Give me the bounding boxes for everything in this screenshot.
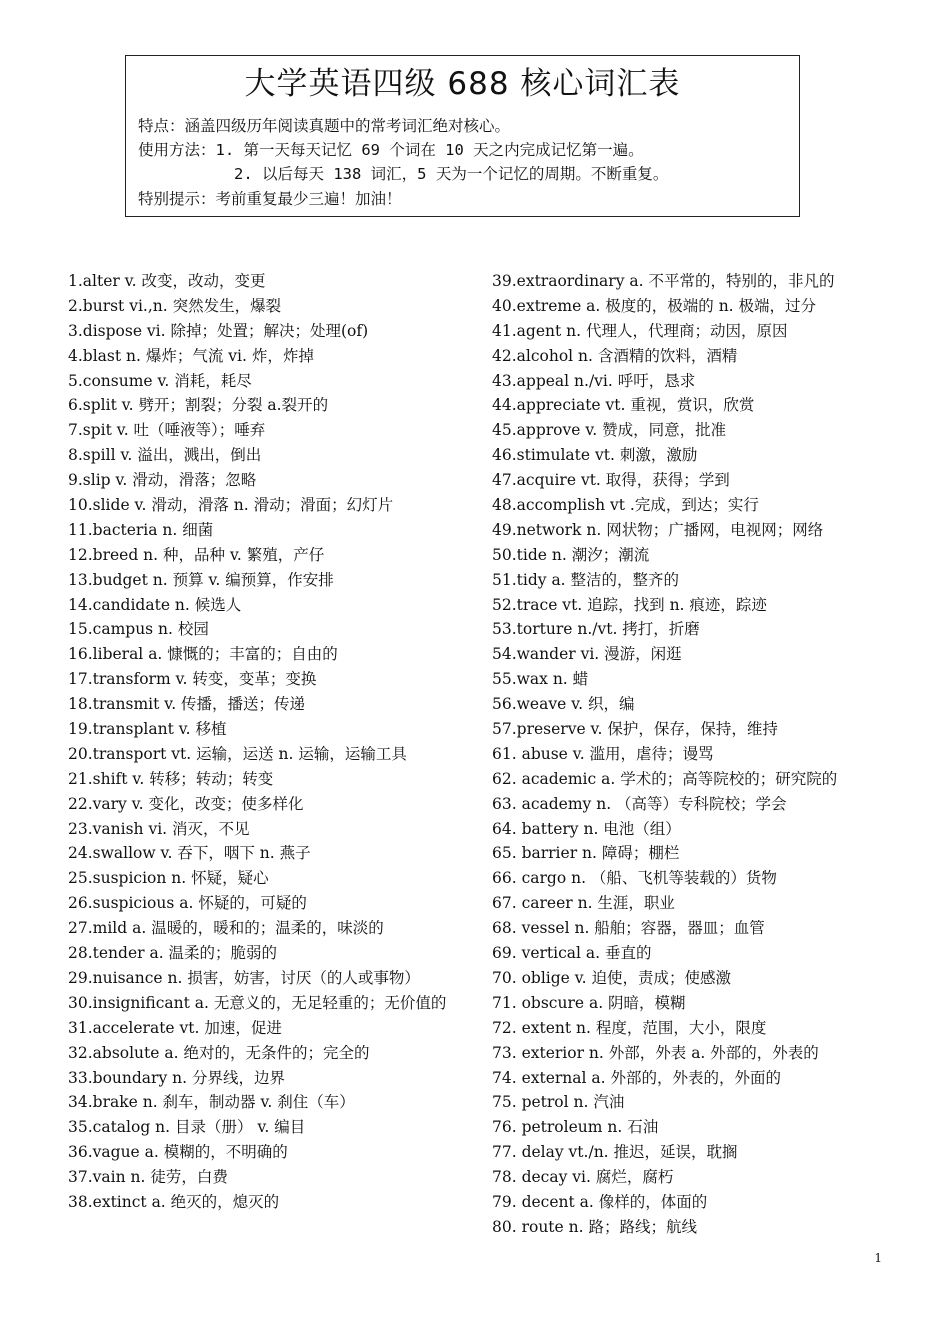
vocabulary-entry: 56.weave v. 织，编	[492, 695, 635, 714]
vocabulary-entry: 78. decay vi. 腐烂，腐朽	[492, 1168, 674, 1187]
vocabulary-entry: 47.acquire vt. 取得，获得；学到	[492, 471, 730, 490]
vocabulary-entry: 68. vessel n. 船舶；容器，器皿；血管	[492, 919, 765, 938]
vocabulary-entry: 34.brake n. 刹车，制动器 v. 刹住（车）	[68, 1093, 355, 1112]
page-title: 大学英语四级 688 核心词汇表	[244, 66, 681, 102]
vocabulary-entry: 67. career n. 生涯，职业	[492, 894, 675, 913]
vocabulary-entry: 65. barrier n. 障碍；棚栏	[492, 844, 680, 863]
vocabulary-entry: 14.candidate n. 候选人	[68, 595, 242, 614]
vocabulary-list-right	[492, 269, 932, 1240]
vocabulary-entry: 25.suspicion n. 怀疑，疑心	[68, 869, 269, 888]
note-special-tip: 特别提示：考前重复最少三遍！加油！	[138, 190, 402, 208]
vocabulary-entry: 66. cargo n. （船、飞机等装载的）货物	[492, 869, 777, 888]
vocabulary-entry: 26.suspicious a. 怀疑的，可疑的	[68, 894, 307, 913]
vocabulary-entry: 64. battery n. 电池（组）	[492, 819, 681, 838]
vocabulary-entry: 9.slip v. 滑动，滑落；忽略	[68, 471, 257, 490]
vocabulary-entry: 44.appreciate vt. 重视，赏识，欣赏	[492, 396, 755, 415]
vocabulary-entry: 27.mild a. 温暖的，暖和的；温柔的，味淡的	[68, 919, 384, 938]
vocabulary-entry: 11.bacteria n. 细菌	[68, 520, 214, 539]
vocabulary-entry: 30.insignificant a. 无意义的，无足轻重的；无价值的	[68, 993, 447, 1012]
vocabulary-entry: 70. oblige v. 迫使，责成；使感激	[492, 968, 732, 987]
vocabulary-entry: 57.preserve v. 保护，保存，保持，维持	[492, 720, 778, 739]
vocabulary-entry: 74. external a. 外部的，外表的，外面的	[492, 1068, 782, 1087]
vocabulary-entry: 2.burst vi.,n. 突然发生，爆裂	[68, 296, 282, 315]
vocabulary-entry: 33.boundary n. 分界线，边界	[68, 1068, 285, 1087]
vocabulary-entry: 3.dispose vi. 除掉；处置；解决；处理(of)	[68, 321, 369, 340]
vocabulary-entry: 40.extreme a. 极度的，极端的 n. 极端，过分	[492, 296, 817, 315]
vocabulary-entry: 1.alter v. 改变，改动，变更	[68, 272, 266, 290]
vocabulary-entry: 5.consume v. 消耗，耗尽	[68, 371, 252, 390]
vocabulary-entry: 17.transform v. 转变，变革；变换	[68, 670, 317, 689]
vocabulary-entry: 37.vain n. 徒劳，白费	[68, 1168, 228, 1187]
note-usage-step-2: 2. 以后每天 138 词汇，5 天为一个记忆的周期。不断重复。	[234, 165, 669, 183]
vocabulary-entry: 77. delay vt./n. 推迟，延误，耽搁	[492, 1143, 738, 1162]
vocabulary-entry: 71. obscure a. 阴暗，模糊	[492, 993, 686, 1012]
vocabulary-entry: 16.liberal a. 慷慨的；丰富的；自由的	[68, 645, 338, 664]
vocabulary-entry: 12.breed n. 种，品种 v. 繁殖，产仔	[68, 545, 325, 564]
vocabulary-entry: 6.split v. 劈开；割裂；分裂 a.裂开的	[68, 396, 329, 415]
vocabulary-entry: 52.trace vt. 追踪，找到 n. 痕迹，踪迹	[492, 595, 767, 614]
vocabulary-entry: 38.extinct a. 绝灭的，熄灭的	[68, 1192, 280, 1211]
vocabulary-entry: 19.transplant v. 移植	[68, 720, 227, 739]
vocabulary-entry: 24.swallow v. 吞下，咽下 n. 燕子	[68, 844, 311, 863]
page-number: 1	[874, 1251, 882, 1265]
vocabulary-entry: 20.transport vt. 运输，运送 n. 运输，运输工具	[68, 744, 407, 763]
vocabulary-entry: 51.tidy a. 整洁的，整齐的	[492, 570, 680, 589]
vocabulary-entry: 45.approve v. 赞成，同意，批准	[492, 421, 727, 440]
vocabulary-entry: 10.slide v. 滑动，滑落 n. 滑动；滑面；幻灯片	[68, 496, 394, 515]
vocabulary-entry: 62. academic a. 学术的；高等院校的；研究院的	[492, 769, 838, 788]
vocabulary-entry: 29.nuisance n. 损害，妨害，讨厌（的人或事物）	[68, 968, 420, 987]
vocabulary-entry: 53.torture n./vt. 拷打，折磨	[492, 620, 700, 639]
vocabulary-entry: 54.wander vi. 漫游，闲逛	[492, 645, 682, 664]
vocabulary-entry: 61. abuse v. 滥用，虐待；谩骂	[492, 744, 714, 763]
vocabulary-entry: 35.catalog n. 目录（册） v. 编目	[68, 1118, 306, 1137]
vocabulary-entry: 23.vanish vi. 消灭，不见	[68, 819, 250, 838]
vocabulary-entry: 41.agent n. 代理人，代理商；动因，原因	[492, 321, 788, 340]
vocabulary-entry: 48.accomplish vt .完成，到达；实行	[492, 496, 759, 515]
vocabulary-entry: 46.stimulate vt. 刺激，激励	[492, 446, 698, 465]
vocabulary-entry: 18.transmit v. 传播，播送；传递	[68, 695, 306, 714]
vocabulary-entry: 31.accelerate vt. 加速，促进	[68, 1018, 282, 1037]
vocabulary-entry: 79. decent a. 像样的，体面的	[492, 1192, 708, 1211]
note-usage-step-1: 使用方法：1. 第一天每天记忆 69 个词在 10 天之内完成记忆第一遍。	[138, 141, 644, 159]
vocabulary-entry: 39.extraordinary a. 不平常的，特别的，非凡的	[492, 272, 835, 290]
vocabulary-entry: 13.budget n. 预算 v. 编预算，作安排	[68, 570, 334, 589]
vocabulary-list-left	[68, 269, 478, 1215]
vocabulary-entry: 22.vary v. 变化，改变；使多样化	[68, 794, 304, 813]
vocabulary-entry: 21.shift v. 转移；转动；转变	[68, 769, 274, 788]
vocabulary-entry: 50.tide n. 潮汐；潮流	[492, 545, 650, 564]
vocabulary-entry: 8.spill v. 溢出，溅出，倒出	[68, 446, 262, 465]
vocabulary-entry: 43.appeal n./vi. 呼吁，恳求	[492, 371, 696, 390]
header-box	[125, 55, 800, 217]
vocabulary-entry: 75. petrol n. 汽油	[492, 1093, 625, 1112]
vocabulary-entry: 69. vertical a. 垂直的	[492, 944, 652, 963]
vocabulary-entry: 80. route n. 路；路线；航线	[492, 1217, 697, 1236]
vocabulary-entry: 15.campus n. 校园	[68, 620, 209, 639]
vocabulary-entry: 49.network n. 网状物；广播网，电视网；网络	[492, 520, 824, 539]
vocabulary-entry: 42.alcohol n. 含酒精的饮料，酒精	[492, 346, 738, 365]
note-features: 特点：涵盖四级历年阅读真题中的常考词汇绝对核心。	[138, 117, 511, 135]
vocabulary-entry: 76. petroleum n. 石油	[492, 1118, 659, 1137]
vocabulary-entry: 55.wax n. 蜡	[492, 670, 589, 689]
vocabulary-entry: 72. extent n. 程度，范围，大小，限度	[492, 1018, 767, 1037]
vocabulary-entry: 4.blast n. 爆炸；气流 vi. 炸，炸掉	[68, 346, 314, 365]
vocabulary-entry: 28.tender a. 温柔的；脆弱的	[68, 944, 278, 963]
vocabulary-entry: 7.spit v. 吐（唾液等）；唾弃	[68, 421, 266, 440]
vocabulary-entry: 63. academy n. （高等）专科院校；学会	[492, 794, 787, 813]
vocabulary-entry: 73. exterior n. 外部，外表 a. 外部的，外表的	[492, 1043, 819, 1062]
vocabulary-entry: 36.vague a. 模糊的，不明确的	[68, 1143, 288, 1162]
vocabulary-entry: 32.absolute a. 绝对的，无条件的；完全的	[68, 1043, 370, 1062]
